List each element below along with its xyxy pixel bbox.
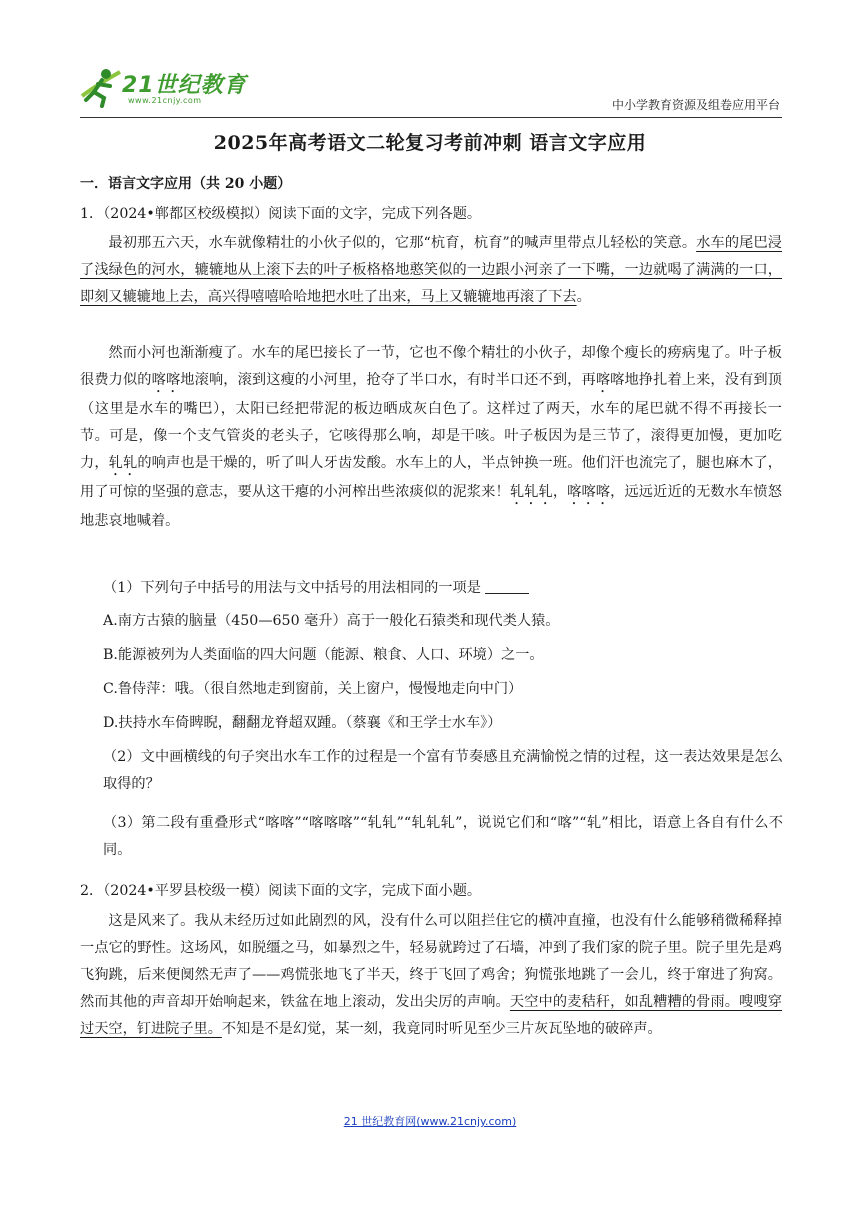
question-1-paragraph-2: [80, 340, 782, 535]
question-2-stem: 2．（2024•平罗县校级一模）阅读下面的文字，完成下面小题。: [80, 883, 482, 899]
logo[interactable]: [80, 66, 255, 110]
dotted-word: 轧轧: [108, 455, 138, 471]
page-title: 2025年高考语文二轮复习考前冲刺 语言文字应用: [213, 132, 647, 154]
underlined-sentence: 天空中的麦秸秆，如乱糟糟的骨雨。嗖嗖穿过天空，钉进院子里。: [80, 994, 782, 1037]
runner-logo-icon: [80, 66, 124, 108]
header-divider: [80, 117, 782, 118]
option-d: D.扶持水车倚睥睨，翻翻龙脊超双踵。（蔡襄《和王学士水车》）: [103, 715, 502, 731]
question-1-sub-2: （2）文中画横线的句子突出水车工作的过程是一个富有节奏感且充满愉悦之情的过程，这一表达效果是怎么取得的？: [103, 749, 783, 792]
platform-name: 中小学教育资源及组卷应用平台: [611, 98, 780, 112]
paragraph-text: 。: [576, 289, 591, 305]
paragraph-text: ，: [552, 484, 568, 500]
paragraph-text: 然而小河也渐渐瘦了。水车的尾巴接长了一节，它也不像个精壮的小伙子，却像个瘦长的痨病鬼了。叶子板很费力似的: [80, 345, 782, 388]
paragraph-text: 最初那五六天，水车就像精壮的小伙子似的，它那“杭育，杭育”的喊声里带点儿轻松的笑意。: [108, 235, 697, 251]
dotted-word: 喀: [595, 372, 611, 388]
paragraph-text: 这是风来了。我从未经历过如此剧烈的风，没有什么可以阻拦住它的横冲直撞，也没有什么能够稍微稀释掉一点它的野性。这场风，如脱缰之马，如暴烈之牛，轻易就跨过了石墙，冲到了我们家的院子里。院子里先是鸡飞狗跳，后来便阒然无声了——鸡慌张地飞了半天，终于飞回了鸡舍；狗慌张地跳了一会儿，终于窜进了狗窝。然而其他的声音却开始响起来，铁盆在地上滚动，发出尖厉的声响。: [80, 913, 782, 1010]
answer-blank[interactable]: [485, 579, 529, 594]
dotted-word: 喀喀: [151, 372, 181, 388]
paragraph-text: 喀地挣扎着上来，没有到顶（这里是水车的嘴巴），太阳已经把带泥的板边晒成灰白色了。这样过了两天，水车的尾巴就不得不再接长一节。可是，像一个支气管炎的老头子，它咳得那么响，却是干咳。叶子板因为是三节了，滚得更加慢，更加吃力，: [80, 372, 782, 471]
footer-link[interactable]: 21 世纪教育网(www.21cnjy.com): [343, 1115, 517, 1128]
sub-question-text: （1）下列句子中括号的用法与文中括号的用法相同的一项是: [103, 580, 481, 596]
paragraph-text: 地滚响，滚到这瘦的小河里，抢夺了半口水，有时半口还不到，再: [180, 372, 596, 388]
option-a: A.南方古猿的脑量（450—650 毫升）高于一般化石猿类和现代类人猿。: [103, 613, 560, 629]
page-header: [80, 62, 780, 120]
logo-text: 21世纪教育: [122, 73, 247, 98]
underlined-sentence: 水车的尾巴浸了浅绿色的河水，辘辘地从上滚下去的叶子板格格地憨笑似的一边跟小河亲了一下嘴，一边就喝了满满的一口，即刻又辘辘地上去，高兴得嘻嘻哈哈地把水吐了出来，马上又辘辘地再滚了下去: [80, 235, 782, 305]
question-1-sub-3: （3）第二段有重叠形式“喀喀”“喀喀喀”“轧轧”“轧轧轧”，说说它们和“喀”“轧”相比，语意上各自有什么不同。: [103, 815, 783, 858]
logo-url: www.21cnjy.com: [128, 96, 202, 105]
paragraph-text: ，远远近近的无数水车愤怒地悲哀地喊着。: [80, 484, 782, 529]
section-heading: 一．语言文字应用（共 20 小题）: [80, 176, 292, 192]
question-1-paragraph-1: [80, 230, 782, 311]
paragraph-text: 不知是不是幻觉，某一刻，我竟同时听见至少三片灰瓦坠地的破碎声。: [221, 1021, 662, 1037]
dotted-word: 喀喀喀: [567, 484, 611, 500]
question-1-sub-1: [103, 575, 783, 602]
option-c: C.鲁侍萍：哦。（很自然地走到窗前，关上窗户，慢慢地走向中门）: [103, 681, 523, 697]
dotted-word: 轧轧轧: [509, 484, 553, 500]
question-2-paragraph-1: [80, 908, 782, 1043]
paragraph-text: 的响声也是干燥的，听了叫人牙齿发酸。水车上的人，半点钟换一班。他们汗也流完了，腿也麻木了，用了可惊的坚强的意志，要从这干瘪的小河榨出些浓痰似的泥浆来！: [80, 455, 782, 500]
question-1-stem: 1．（2024•郸都区校级模拟）阅读下面的文字，完成下列各题。: [80, 206, 482, 222]
option-b: B.能源被列为人类面临的四大问题（能源、粮食、人口、环境）之一。: [103, 647, 544, 663]
